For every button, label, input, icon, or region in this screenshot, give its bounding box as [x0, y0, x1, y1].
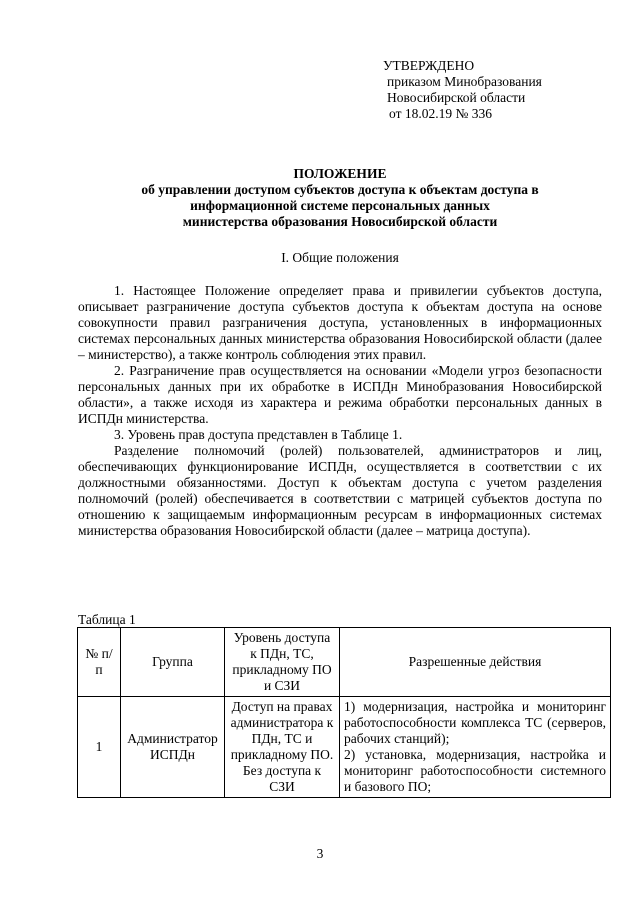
title-line: министерства образования Новосибирской области: [182, 214, 498, 229]
title-line: ПОЛОЖЕНИЕ: [293, 166, 387, 181]
approval-line: приказом Минобразования: [387, 74, 542, 89]
body-text: [78, 283, 602, 539]
approval-line: от 18.02.19 № 336: [389, 106, 492, 121]
approval-line: УТВЕРЖДЕНО: [383, 58, 475, 73]
cell-num: 1: [78, 697, 121, 798]
paragraph: Разделение полномочий (ролей) пользователей, администраторов и лиц, обеспечивающих функционирование ИСПДн, осуществляется в соответствии с их должностными обязанностями. Доступ к объектам доступа с учетом разделения полномочий (ролей) обеспечивается в соответствии с матрицей субъектов доступа по отношению к защищаемым информационным ресурсам в информационных системах министерства образования Новосибирской области (далее – матрица доступа).: [78, 443, 602, 538]
title-line: информационной системе персональных данных: [190, 198, 490, 213]
table-caption: Таблица 1: [78, 612, 136, 627]
title-line: об управлении доступом субъектов доступа к объектам доступа в: [141, 182, 539, 197]
section-heading: I. Общие положения: [281, 250, 399, 265]
action-item: 1) модернизация, настройка и мониторинг работоспособности комплекса ТС (серверов, рабочих станций);: [344, 699, 606, 746]
paragraph: 2. Разграничение прав осуществляется на основании «Модели угроз безопасности персональных данных при их обработке в ИСПДн Минобразования Новосибирской области», а также исходя из характера и режима обработки персональных данных в ИСПДн министерства.: [78, 363, 602, 426]
paragraph: 1. Настоящее Положение определяет права и привилегии субъектов доступа, описывает разграничение доступа субъектов доступа к объектам доступа на основе совокупности правил разграничения доступа, установленных в информационных системах персональных данных министерства образования Новосибирской области (далее – министерство), а также контроль соблюдения этих правил.: [78, 283, 602, 362]
header-group: Группа: [121, 628, 225, 697]
document-title: [80, 166, 600, 230]
approval-line: Новосибирской области: [387, 90, 526, 105]
page-number: 3: [316, 846, 324, 861]
table-row: [78, 697, 611, 798]
access-table: [77, 627, 611, 798]
cell-level: Доступ на правах администратора к ПДн, ТС и прикладному ПО. Без доступа к СЗИ: [225, 697, 340, 798]
cell-group: Администратор ИСПДн: [121, 697, 225, 798]
table-header-row: [78, 628, 611, 697]
approval-stamp: [383, 58, 623, 122]
action-item: 2) установка, модернизация, настройка и мониторинг работоспособности системного и базового ПО;: [344, 747, 606, 794]
paragraph: 3. Уровень прав доступа представлен в Таблице 1.: [114, 427, 403, 442]
header-level: Уровень доступа к ПДн, ТС, прикладному ПО и СЗИ: [225, 628, 340, 697]
header-actions: Разрешенные действия: [340, 628, 611, 697]
header-num: № п/п: [78, 628, 121, 697]
cell-actions: [340, 697, 611, 798]
